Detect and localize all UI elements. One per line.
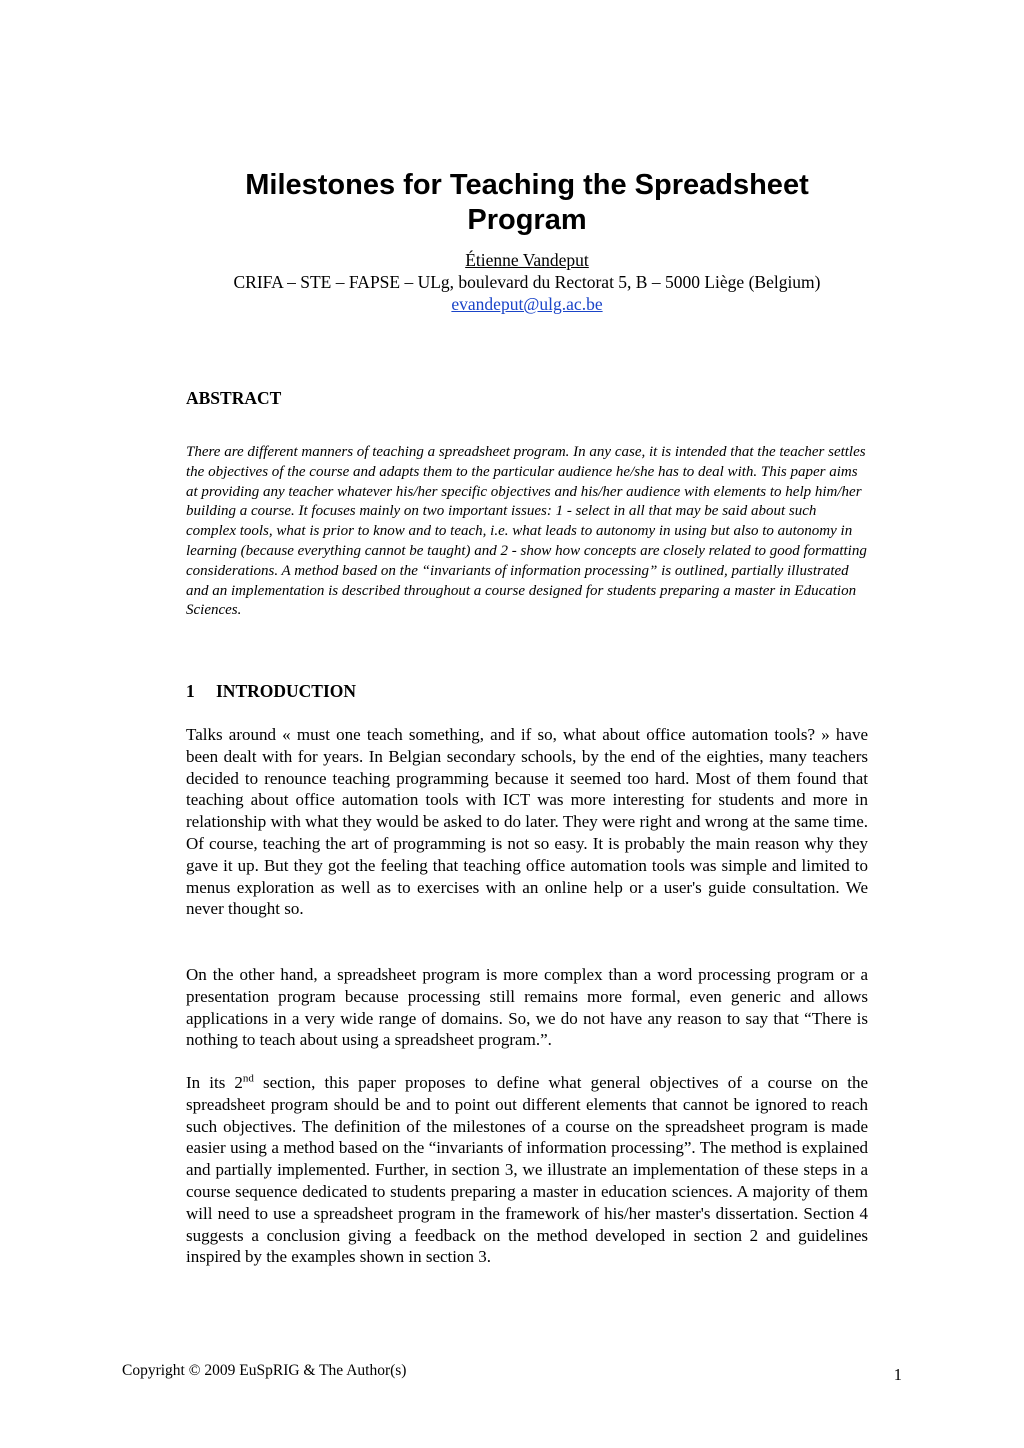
section-title: INTRODUCTION — [216, 681, 357, 701]
intro-paragraph-3-prefix: In its 2 — [186, 1073, 243, 1092]
intro-paragraph-3-rest: section, this paper proposes to define what general objectives of a course on the spreadsheet program should be and to point out different elements that cannot be ignored to reach such objectives. The definition of the milestones of a course on the spreadsheet program is made easier using a method based on the “invariants of information processing”. The method is explained and partially implemented. Further, in section 3, we illustrate an implementation of these steps in a course sequence dedicated to students preparing a master in education sciences. A majority of them will need to use a spreadsheet program in the framework of his/her master's dissertation. Section 4 suggests a conclusion giving a feedback on the method developed in section 2 and guidelines inspired by the examples shown in section 3. — [186, 1073, 868, 1267]
author-name: Étienne Vandeput — [465, 250, 589, 270]
author-block — [0, 249, 1024, 315]
page-number: 1 — [893, 1365, 902, 1384]
ordinal-superscript: nd — [242, 1072, 254, 1085]
intro-paragraph-1: Talks around « must one teach something, and if so, what about office automation tools? » have been dealt with for years. In Belgian secondary schools, by the end of the eighties, many teachers decided to renounce teaching programming because it seemed too hard. Most of them found that teaching about office automation tools with ICT was more interesting for students and more in relationship with what they would be asked to do later. They were right and wrong at the same time. Of course, teaching the art of programming is not so easy. It is probably the main reason why they gave it up. But they got the feeling that teaching office automation tools was simple and limited to menus exploration as well as to exercises with an online help or a user's guide consultation. We never thought so. — [186, 725, 868, 919]
intro-paragraph-2: On the other hand, a spreadsheet program is more complex than a word processing program or a presentation program because processing still remains more formal, even generic and allows applications in a very wide range of domains. So, we do not have any reason to say that “There is nothing to teach about using a spreadsheet program.”. — [186, 965, 868, 1050]
footer-copyright: Copyright © 2009 EuSpRIG & The Author(s) — [122, 1362, 407, 1379]
section-heading-introduction — [186, 681, 356, 702]
intro-paragraph-3 — [186, 1072, 868, 1268]
author-email-link[interactable]: evandeput@ulg.ac.be — [451, 294, 603, 314]
paper-title: Milestones for Teaching the Spreadsheet Program — [245, 169, 809, 236]
author-affiliation: CRIFA – STE – FAPSE – ULg, boulevard du Rectorat 5, B – 5000 Liège (Belgium) — [233, 272, 821, 292]
abstract-heading: ABSTRACT — [186, 388, 282, 408]
abstract-text: There are different manners of teaching a spreadsheet program. In any case, it is intended that the teacher settles the objectives of the course and adapts them to the particular audience he/she has to deal with. This paper aims at providing any teacher whatever his/her specific objectives and his/her audience with elements to help him/her building a course. It focuses mainly on two important issues: 1 - select in all that may be said about such complex tools, what is prior to know and to teach, i.e. what leads to autonomy in using but also to autonomy in learning (because everything cannot be taught) and 2 - show how concepts are closely related to good formatting considerations. A method based on the “invariants of information processing” is outlined, partially illustrated and an implementation is described throughout a course designed for students preparing a master in Education Sciences. — [186, 444, 867, 619]
section-number: 1 — [186, 681, 195, 701]
